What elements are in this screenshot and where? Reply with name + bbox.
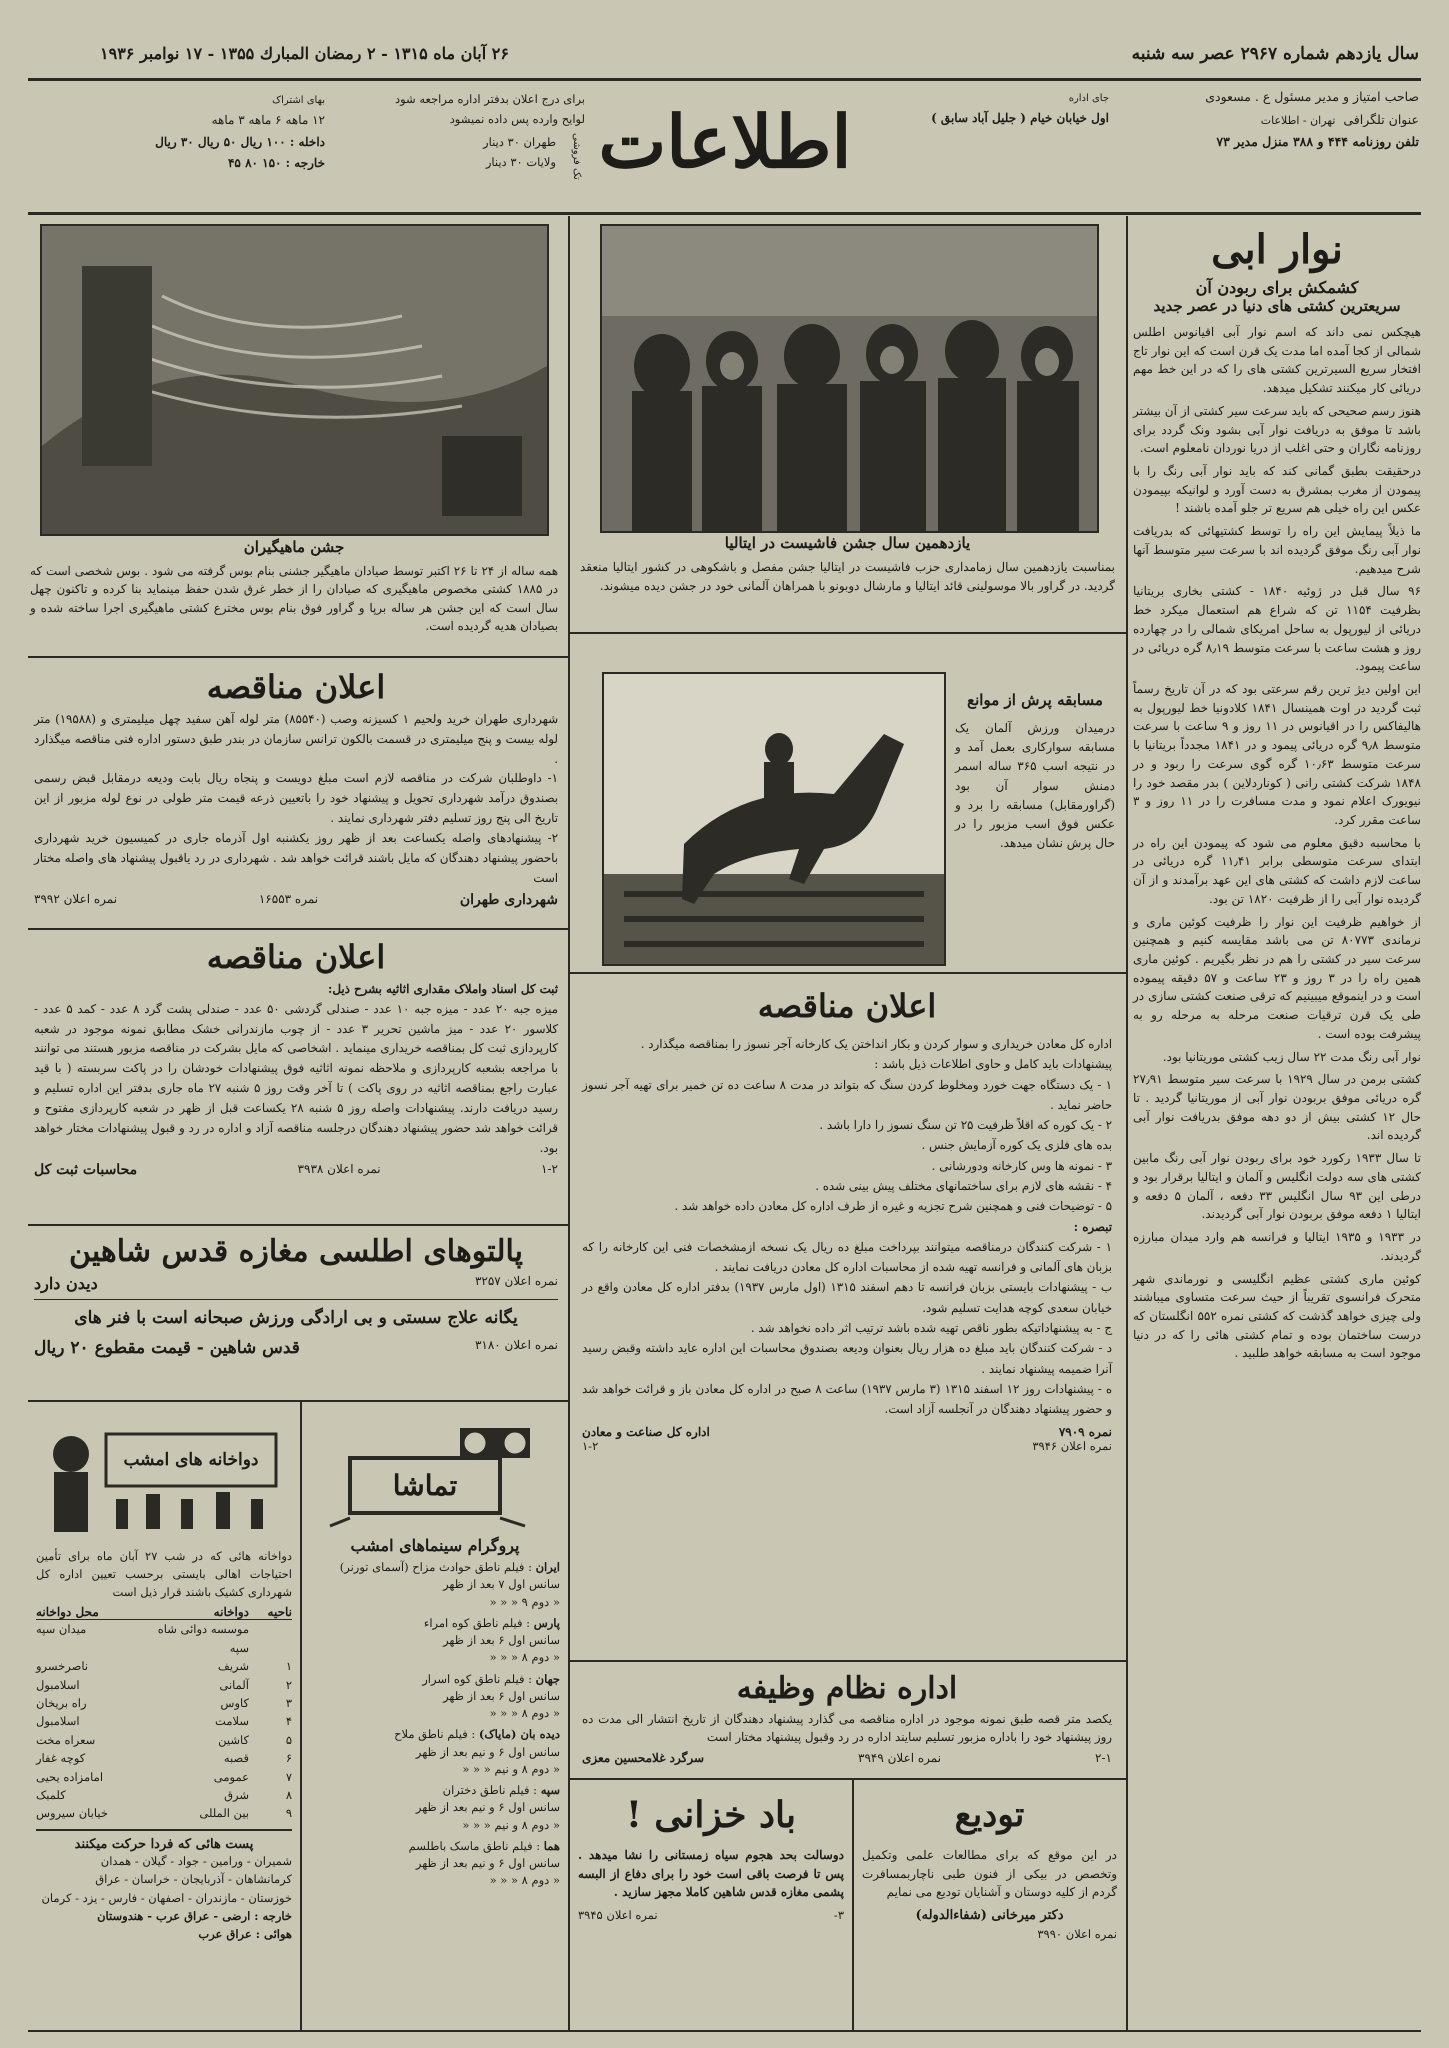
cinema-title: پروگرام سینماهای امشب [350, 1536, 520, 1555]
pharmacy-sign-text: دواخانه های امشب [123, 1450, 259, 1470]
subscription-box [40, 92, 325, 175]
tender-registry-body [34, 980, 558, 1158]
pharmacy-header: دواخانه [213, 1605, 249, 1620]
military-text: یکصد متر قصه طبق نمونه موجود در اداره مناقصه می گذارد پیشنهاد دهندگان از تاریخ انتشار الی مدت ده روز پیشنهاد خود را باداره مزبور تسلیم سایند اداره در رد وقبول پیشنهاد مختار است [582, 1712, 1112, 1745]
pharmacy-row: ۱ شریف ناصرخسرو [36, 1659, 292, 1674]
cinema-session: « دوم ۸ و نیم « « « [462, 1817, 560, 1832]
tender-registry-pages: ۱-۲ [541, 1162, 558, 1177]
ads-note-2: لوایح وارده پس داده نمیشود [449, 111, 585, 126]
cinema-film: فیلم ناطق کوه اسرار [422, 1671, 525, 1686]
cinema-session: « دوم ۸ و نیم « « « [462, 1761, 560, 1776]
tender-mines-pages: ۱-۲ [582, 1439, 599, 1454]
col-rule-mid [568, 216, 570, 2031]
cinema-session: سانس اول ۶ بعد از ظهر [443, 1633, 560, 1647]
rule [28, 1400, 568, 1402]
telegraph-line: عنوان تلگرافی تهران - اطلاعات [1260, 111, 1419, 127]
masthead-rule [28, 212, 1421, 215]
tender-registry-title: اعلان مناقصه [206, 938, 386, 976]
tender-municipality-title: اعلان مناقصه [206, 668, 386, 706]
para: هیچکس نمی داند که اسم نوار آبی اقیانوس اطلس شمالی از کجا آمده اما مدت یک قرن است که این نوار تاج افتخار سریع السیرترین کشتی های را که در این خط مهم دریائی کار میکنند تشکیل میدهد. [1133, 325, 1421, 396]
horse-text: درمیدان ورزش آلمان یک مسابقه سوارکاری بعمل آمد و در نتیجه اسب ۳۶۵ ساله اسمر دمنش سوار آن بود (گراورمقابل) مسابقه را برد و عکس فوق اسب مزبور را در حال پرش نشان میدهد. [955, 721, 1115, 851]
masthead-right [1119, 86, 1419, 154]
subscription-domestic: داخله : ۱۰۰ ریال ۵۰ ریال ۳۰ ریال [155, 134, 325, 149]
cinema-session: سانس اول ۶ و نیم بعد از ظهر [415, 1744, 560, 1759]
rule [300, 1402, 302, 2032]
pharmacy-row: ۴ سلامت اسلامبول [36, 1714, 292, 1729]
tender-municipality-note: نمره ۱۶۵۵۳ [258, 892, 319, 907]
cinema-name: هما [543, 1838, 560, 1853]
cinema-name: سپه [540, 1783, 560, 1797]
para: درحقیقت بطبق گمانی کند که باید نوار آبی رنگ را با پیمودن از مغرب بمشرق به دست آورد و لوانیکه بپیمودن عکس این راه خیلی هم سریع تر جلو آمده باشند ! [1133, 464, 1421, 516]
coat-line3: یگانه علاج سستی و بی ارادگی ورزش صبحانه است با فنر های [74, 1308, 518, 1328]
office-address: اول خیابان خیام ( جلیل آباد سابق ) [931, 111, 1109, 125]
para: ۲ - یک کوره که اقلاً ظرفیت ۲۵ تن سنگ نسوز را دارا باشد . [819, 1118, 1112, 1133]
para: ۱- داوطلبان شرکت در مناقصه لازم است مبلغ دویست و پنجاه ریال بابت ودیعه درمقابل قبض رسمی بصندوق درآمد شهرداری تحویل و پیشنهاد خود را باتعیین ذرعه قیمت متر طولی در نوع لوله مزبور از این تاریخ الی پنج روز تسلیم دفتر شهرداری نمایند . [34, 771, 558, 826]
rule [36, 1829, 292, 1831]
rule [570, 1778, 1126, 1780]
tender-municipality-sign: شهرداری طهران [459, 892, 558, 909]
fishermen-caption: جشن ماهیگیران [243, 538, 345, 556]
pharmacy-row: ۹ بین المللی خیابان سیروس [36, 1806, 292, 1821]
director-line: صاحب امتیاز و مدیر مسئول ع . مسعودی [1205, 89, 1419, 104]
subscription-foreign: خارجه : ۱۵۰ ۸۰ ۴۵ [227, 156, 325, 171]
navar-abi-body [1133, 323, 1421, 1363]
cinema-name: دیده بان (مایاک) [478, 1727, 560, 1742]
cinema-name: پارس [533, 1615, 560, 1630]
tender-registry-sign: محاسبات ثبت کل [34, 1162, 138, 1179]
para: د - شرکت کنندگان باید مبلغ ده هزار ریال بعنوان ودیعه بصندوق محاسبات این اداره عاید داشته وقبض رسید آنرا ضمیمه پیشنهاد نمایند . [582, 1341, 1112, 1376]
para: ۱ - یک دستگاه جهت خورد ومخلوط کردن سنگ که بتواند در مدت ۸ ساعت ده تن خمیر برای تهیه آجر نسوز حاضر نماید . [582, 1077, 1112, 1112]
office-label: جای اداره [1068, 93, 1109, 104]
fascist-text: بمناسبت یازدهمین سال زمامداری حزب فاشیست در ایتالیا جشن مفصل و باشکوهی در کشور ایتالیا منعقد گردید. در گراور بالا موسولینی قائد ایتالیا و مارشال دوبونو با همراهان آلمانی خود در جشن دیده میشوند. [580, 560, 1115, 593]
military-title: اداره نظام وظیفه [736, 1671, 958, 1706]
cinema-program [310, 1536, 560, 1890]
para: نوار آبی رنگ مدت ۲۲ سال زیب کشتی موریتانیا بود. [1162, 1049, 1421, 1064]
cinema-film: فیلم ناطق ملاح [394, 1727, 468, 1742]
price-tehran: طهران ۳۰ دینار [483, 135, 556, 150]
pharmacy-row: ۸ شرق کلمبک [36, 1787, 292, 1802]
rule [852, 1780, 854, 2032]
para: ۳ - نمونه ها وس کارخانه ودورشانی . [931, 1158, 1112, 1173]
masthead-ads-note [335, 90, 585, 180]
post-line: شمیران - ورامین - جواد - گیلان - همدان [100, 1853, 292, 1868]
cinema-session: « دوم ۸ « « « [489, 1706, 560, 1720]
para: کشتی برمن در سال ۱۹۲۹ با سرعت سیر متوسط ۲۷٫۹۱ گره دریائی موفق بربودن نوار آبی از موریتانیا گردید . تا حال ۱۲ کشتی بیش از دو دهه موفق بدریافت نوار آبی گردیده اند. [1133, 1072, 1421, 1143]
single-price-label: تک فروشی [571, 133, 582, 180]
fascist-caption: یازدهمین سال جشن فاشیست در ایتالیا [724, 534, 971, 552]
tender-registry-ad [34, 934, 558, 1178]
rule [570, 632, 1126, 634]
farewell-text: در این موقع که برای مطالعات علمی وتکمیل وتخصص در بیکی از فنون طبی ناچاربمسافرت گردم از کلیه دوستان و آشنایان تودیع می نمایم [862, 1848, 1117, 1900]
para: از خواهیم ظرفیت این نوار را ظرفیت کوئین ماری و نرماندی ۸۰۷۷۳ تن می باشد مقایسه کنیم و همچنین سرعت سیر در کشتی را هم در نظر بگیریم . کوئین ماری همین راه را در ۳ روز و ۲۳ ساعت و ۵۷ دقیقه پیموده است و در اینموقع میبینیم که ترقی صنعت کشتی سازی در طی یک قرن ترقیات صنعت مرحله به مرحله رو به پیشرفت بوده است . [1133, 914, 1422, 1041]
phone-line: تلفن روزنامه ۴۴۴ و ۳۸۸ منزل مدیر ۷۳ [1216, 134, 1419, 149]
para: ج - به پیشنهاداتیکه بطور ناقص تهیه شده باشد ترتیب اثر داده نخواهد شد . [750, 1320, 1112, 1335]
tender-municipality-adno: نمره اعلان ۳۹۹۲ [34, 892, 118, 907]
cinema-session: « دوم ۸ « « « [489, 1650, 560, 1665]
para: میزه جبه ۲۰ عدد - میزه جبه ۱۰ عدد - صندلی گردشی ۵۰ عدد - صندلی پشت گرد ۸ عدد - کمد ۵ عدد - کلاسور ۲۰ عدد - میز ماشین تحریر ۳ عدد - از چوب مازندرانی خشک مطابق نمونه موجود در شعبه کارپردازی ثبت کل بمناقصه خریداری مینماید . اشخاصی که مایل بشرکت در مناقصه مزبور هستند می توانند با مراجعه بشعبه کارپردازی و ملاحظه نمونه اثاثیه فوق پیشنهادات خودشان را در پاکت سربسته ( با قید عبارت راجع بمناقصه اثاثیه در روی پاکت ) تا آخر وقت روز ۵ شنبه ۲۷ ماه جاری بدفتر این اداره تسلیم و رسید دریافت دارند. پیشنهادات واصله روز ۵ شنبه ۲۸ یکساعت قبل از ظهر در شعبه کارپردازی مفتوح و قرائت خواهد شد حضور پیشنهاد دهندگان درجلسه مناقصه آزاد و اداره در رد و قبول پیشنهادات مختار خواهد بود. [34, 1001, 558, 1155]
top-issue-line: سال یازدهم شماره ۲۹۶۷ عصر سه شنبه [1131, 44, 1419, 64]
para: این اولین دیژ ترین رقم سرعتی بود که در آن تاریخ رسماً ثبت گردید در اوت همینسال ۱۸۴۱ کلادونیا خط لیورپول به هالیفاکس را در اقیانوس در ۱۱ روز و ۹ ساعت با سرعت متوسط ۹٫۸ گره دریائی پیمود و در ۱۸۴۱ مجدداً بریتانیا با سرعت متوسط ۱۰٫۶۳ گره گوی سرعت را ربود و در ۱۸۴۸ شرکت کشتی رانی ( کوناردلاین ) بدر مقصد خود را نیویورک اعلام نمود و مدت مسافرت را در ۱۱ روز و ۳ ساعت مقرر کرد. [1133, 681, 1422, 827]
military-sign: سرگرد غلامحسین معزی [582, 1750, 705, 1765]
para: ۵ - توضیحات فنی و همچنین شرح تجزیه و غیره از طرف اداره کل معادن داده خواهد شد . [674, 1199, 1112, 1214]
tender-mines-sign: اداره کل صناعت و معادن [582, 1425, 710, 1440]
coat-adno2: نمره اعلان ۳۱۸۰ [474, 1338, 558, 1352]
farewell-adno: نمره اعلان ۳۹۹۰ [1037, 1926, 1117, 1941]
post-line: کرمانشاهان - آذربایجان - خراسان - عراق [95, 1872, 292, 1887]
coat-adno: نمره اعلان ۳۲۵۷ [474, 1274, 558, 1288]
pharmacy-list [36, 1548, 292, 1944]
para: کوئین ماری کشتی عظیم انگلیسی و نورماندی شهر متحرک فرانسوی تقریباً از حیث سرعت متساوی میباشند ولی چیزی خواهد گذشت که کشتی نمره ۵۵۲ انگلستان که درست ساختمان بوده و تمام کشتی هائی را که در دنیا موجود است به مسابقه خواهد طلبید . [1133, 1271, 1421, 1361]
cinema-session: سانس اول ۶ و نیم بعد از ظهر [415, 1856, 560, 1870]
rule [34, 1299, 558, 1300]
cinema-session: سانس اول ۶ و نیم بعد از ظهر [415, 1800, 560, 1815]
navar-abi-sub1: کشمکش برای ربودن آن [1195, 278, 1359, 297]
tender-municipality-ad [34, 664, 558, 908]
pharmacy-row: ۲ آلمانی اسلامبول [36, 1677, 292, 1692]
para: ۲- پیشنهادهای واصله یکساعت بعد از ظهر روز یکشنبه اول آذرماه جاری در کمیسیون خرید شهرداری باحضور پیشنهاد دهندگان که مایل باشند قرائت خواهد شد . شهرداری در رد یاقبول پیشنهاد های واصله مختار است [34, 830, 558, 885]
pharmacy-row: موسسه دوائی شاه سپه میدان سپه [36, 1622, 249, 1655]
military-pages: ۲-۱ [1095, 1750, 1112, 1765]
cinema-film: فیلم ناطق دختران [442, 1783, 530, 1797]
para: ب - پیشنهادات بایستی بزبان فرانسه تا دهم اسفند ۱۳۱۵ (اول مارس ۱۹۳۷) بدفتر اداره کل معادن واقع در خیابان سعدی کوچه هدایت تسلیم شود. [582, 1280, 1112, 1315]
para: شهرداری طهران خرید ولحیم ۱ کسیزنه وصب (۸۵۵۴۰) متر لوله آهن سفید چهل میلیمتری و (۱۹۵۸۸) متر لوله بیست و پنج میلیمتری در قسمت بالکون ترانس سازمان در بندر طبق دستور اداره فنی مناقصه میگذارد . [34, 712, 558, 766]
col-rule-right [1126, 216, 1128, 2031]
coat-shop-ad [34, 1230, 558, 1358]
top-date-line: ۲۶ آبان ماه ۱۳۱۵ - ۲ رمضان المبارك ۱۳۵۵ - ۱۷ نوامبر ۱۹۳۶ [100, 44, 509, 63]
newspaper-logo: اطلاعات [598, 99, 852, 184]
cinema-film: فیلم ناطق ماسک باطلسم [408, 1838, 533, 1853]
tender-registry-adno: نمره اعلان ۳۹۳۸ [297, 1162, 381, 1177]
farewell-sign: دکتر میرخانی (شفاءالدوله) [915, 1907, 1064, 1923]
military-service-ad [582, 1668, 1112, 1765]
subscription-label: بهای اشتراک [272, 95, 325, 106]
pharmacy-header: محل دواخانه [36, 1605, 99, 1620]
pharmacy-row: ۶ قصبه کوچه غفار [36, 1751, 292, 1766]
cinema-block: ایران : فیلم ناطق حوادث مزاح (آسمای تورنر) سانس اول ۷ بعد از ظهر « دوم ۹ « « « [310, 1559, 560, 1611]
cinema-name: جهان [535, 1671, 560, 1686]
tender-mines-ad [582, 984, 1112, 1453]
cinema-session: « دوم ۸ « « « [489, 1873, 560, 1888]
fishermen-photo [40, 224, 549, 536]
post-title: پست هائی که فردا حرکت میکنند [74, 1836, 254, 1852]
rule [570, 972, 1126, 974]
para: تا سال ۱۹۳۳ رکورد خود برای ربودن نوار آبی رنگ مابین کشتی های سه دولت انگلیس و آلمان و ایتالیا برقرار بود و درطی این ۹۳ سال انگلیس ۳۳ دفعه ، آلمان ۵ دفعه و ایتالیا ۱ دفعه موفق بربودن نوار آبی گردیدند. [1133, 1151, 1421, 1222]
post-line: هوائی : عراق عرب [198, 1927, 292, 1942]
para: ۹۶ سال قبل در ژوئیه ۱۸۴۰ - کشتی بخاری بریتانیا بظرفیت ۱۱۵۴ تن که شراع هم استعمال میکرد خط دریائی از لیورپول به ساحل امریکای شمالی را در چهارده روز و هشت ساعت با سرعت متوسط ۸٫۱۹ گره دریائی در ساعت پیمود. [1133, 584, 1422, 674]
bottom-rule [28, 2030, 1421, 2032]
fascist-anniversary-photo [600, 224, 1099, 533]
cinema-block: هما : فیلم ناطق ماسک باطلسم سانس اول ۶ و نیم بعد از ظهر « دوم ۸ « « « [310, 1838, 560, 1890]
autumn-title: باد خزانی ! [625, 1794, 797, 1836]
horse-title: مسابقه پرش از موانع [967, 691, 1103, 709]
coat-line2: دیدن دارد [34, 1274, 98, 1293]
farewell-title: تودیع [954, 1795, 1025, 1835]
cinema-block: دیده بان (مایاک) : فیلم ناطق ملاح سانس اول ۶ و نیم بعد از ظهر « دوم ۸ و نیم « « « [310, 1726, 560, 1778]
cinema-film: فیلم ناطق حوادث مزاح (آسمای تورنر) [339, 1560, 525, 1574]
cinema-sign [310, 1418, 560, 1528]
para: با محاسبه دقیق معلوم می شود که پیمودن این راه در ابتدای سرعت متوسطی برابر ۱۱٫۴۱ گره دریائی در ساعت لازم داشت که کشتی های این عهد برآمدند و از آن گردیده نوار آبی را از ظرفیت ۱۸۲۰ تن بود. [1133, 835, 1421, 906]
para: پیشنهادات باید کامل و حاوی اطلاعات ذیل باشد : [874, 1057, 1112, 1072]
subscription-cols: ۱۲ ماهه ۶ ماهه ۳ ماهه [211, 113, 325, 127]
para: هنوز رسم صحیحی که باید سرعت سیر کشتی از آن بیشتر باشد تا موفق به دریافت نوار آبی بشود ونک گردد برای روزنامه نگاران و حتی اغلب از دریا نوردان نامعلوم است. [1133, 403, 1421, 456]
cinema-session: سانس اول ۷ بعد از ظهر [443, 1577, 560, 1592]
coat-title: پالتوهای اطلسی مغازه قدس شاهین [69, 1234, 523, 1269]
pharmacy-intro: دواخانه هائی که در شب ۲۷ آبان ماه برای تأمین احتیاجات اهالی بایستی برحسب تعیین اداره کل شهرداری کشیک باشند قرار ذیل است [36, 1549, 292, 1599]
rule [28, 928, 568, 930]
horse-article [955, 690, 1115, 853]
show-jumping-photo [602, 672, 946, 966]
rule [28, 1224, 568, 1226]
pharmacist-icon [36, 1414, 294, 1544]
cinema-session: سانس اول ۶ بعد از ظهر [443, 1688, 560, 1703]
rule [28, 656, 568, 658]
para: تبصره : [1073, 1219, 1112, 1234]
para: اداره کل معادن خریداری و سوار کردن و بکار انداختن یک کارخانه آجر نسوز را بمناقصه میگذارد . [640, 1037, 1112, 1051]
navar-abi-title: نوار ابی [1211, 226, 1343, 273]
rule [570, 1660, 1126, 1662]
para: ه - پیشنهادات روز ۱۲ اسفند ۱۳۱۵ (۳ مارس ۱۹۳۷) ساعت ۸ صبح در اداره کل معادن باز و قرائت خواهد شد و حضور پیشنهاد دهندگان در آنجلسه آزاد است. [582, 1381, 1112, 1417]
post-line: خوزستان - مازندران - اصفهان - فارس - یزد - کرمان [41, 1890, 292, 1905]
coat-line4: قدس شاهین - قیمت مقطوع ۲۰ ریال [34, 1338, 300, 1358]
cinema-block: سپه : فیلم ناطق دختران سانس اول ۶ و نیم بعد از ظهر « دوم ۸ و نیم « « « [310, 1782, 560, 1834]
para: ثبت کل اسناد واملاک مقداری اثاثیه بشرح ذیل: [328, 982, 558, 996]
navar-abi-sub2: سریعترین کشتی های دنیا در عصر جدید [1153, 297, 1401, 315]
post-line: خارجه : ارضی - عراق عرب - هندوستان [97, 1908, 292, 1923]
autumn-wind-ad [578, 1790, 844, 1922]
para: در ۱۹۳۳ و ۱۹۳۵ ایتالیا و فرانسه هم وارد میدان مبارزه گردیدند. [1133, 1230, 1421, 1263]
fishermen-text: همه ساله از ۲۴ تا ۲۶ اکتبر توسط صیادان ماهیگیر جشنی بنام بوس گرفته می شود . بوس شخصی است که در ۱۸۸۵ کشتی مخصوص ماهیگیری که صیادان را از خطر غرق شدن حفظ مینماید بنا کرده و تاکنون چهل سال است که این جشن هر ساله برپا و گراور فوق بنام بوس مخترع کشتی ماهیگیری اجرا ساخته شده و بصیادان هدیه گردیده است. [30, 564, 559, 633]
top-rule [28, 78, 1421, 81]
cinema-name: ایران [535, 1560, 560, 1574]
pharmacy-row: ۵ کاشین سعراه مخت [36, 1732, 292, 1747]
cinema-film: فیلم ناطق کوه امراء [423, 1615, 523, 1630]
autumn-adno: نمره اعلان ۳۹۴۵ [578, 1907, 658, 1922]
para: ۱ - شرکت کنندگان درمناقصه میتوانند بپرداخت مبلغ ده ریال یک نسخه ازمشخصات فنی این کارخانه را که بزبان های آلمانی و فرانسه تهیه شده از محاسبات اداره کل معادن دریافت نمایند . [582, 1239, 1112, 1275]
tender-mines-adno: نمره اعلان ۳۹۴۶ [1032, 1439, 1112, 1454]
price-provinces: ولایات ۳۰ دینار [485, 154, 556, 169]
ads-note-1: برای درج اعلان بدفتر اداره مراجعه شود [395, 92, 585, 106]
cinema-sign-text: تماشا [392, 1469, 458, 1502]
autumn-text: دوسالت بحد هجوم سیاه زمستانی را نشا میدهد . پس تا فرصت باقی است خود را برای دفاع از البسه پشمی مغازه قدس شاهین کاملا مجهز سازید . [578, 1848, 844, 1900]
pharmacy-sign [36, 1414, 294, 1544]
pharmacy-header: ناحیه [267, 1605, 292, 1620]
cinema-session: « دوم ۹ « « « [489, 1594, 560, 1609]
farewell-ad [862, 1790, 1117, 1941]
navar-abi-article [1133, 222, 1421, 1367]
pharmacy-row: ۷ عمومی امامزاده یحیی [36, 1769, 292, 1784]
tender-mines-note: نمره ۷۹۰۹ [1058, 1425, 1112, 1440]
tender-municipality-body [34, 710, 558, 888]
cinema-block: پارس : فیلم ناطق کوه امراء سانس اول ۶ بعد از ظهر « دوم ۸ « « « [310, 1615, 560, 1667]
para: بده های فلزی یک کوره آزمایش جنس . [921, 1138, 1112, 1153]
para: ۴ - نقشه های لازم برای ساختمانهای مختلف پیش بینی شده . [815, 1178, 1112, 1193]
autumn-pages: ۳- [833, 1907, 844, 1922]
tender-mines-title: اعلان مناقصه [757, 987, 937, 1025]
tender-mines-body [582, 1034, 1112, 1419]
military-adno: نمره اعلان ۳۹۴۹ [858, 1750, 942, 1765]
cinema-block: جهان : فیلم ناطق کوه اسرار سانس اول ۶ بعد از ظهر « دوم ۸ « « « [310, 1671, 560, 1723]
para: ما ذیلاً پیمایش این راه را توسط کشتیهائی که بدریافت نوار آبی رنگ موفق گردیده اند با سرعت سیر متوسط آنها شرح میدهیم. [1133, 524, 1421, 576]
office-address-box [894, 90, 1109, 130]
pharmacy-row: ۳ کاوس راه بریخان [36, 1696, 292, 1710]
